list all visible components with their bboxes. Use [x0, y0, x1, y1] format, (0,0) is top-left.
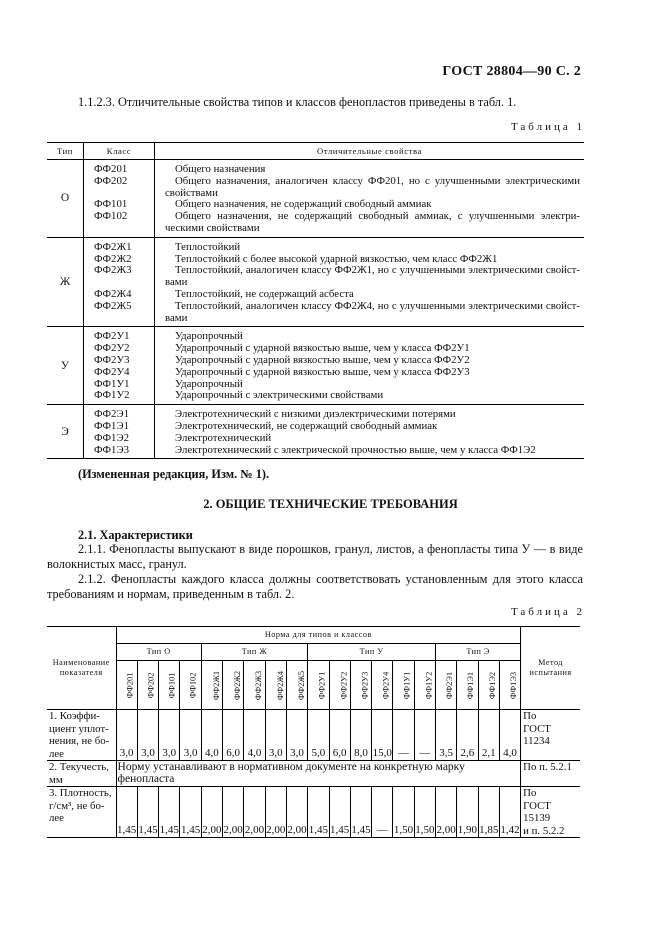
t2-header-row-1 [47, 627, 580, 644]
t2-class-code: ФФ1Э1 [466, 671, 476, 700]
t2-value-cell: 2,00 [223, 787, 244, 838]
t2-class-header [308, 661, 329, 710]
t1-group-2 [47, 327, 584, 405]
t2-value-cell: 1,45 [350, 787, 371, 838]
t1-type-cell: Э [47, 405, 84, 459]
t2-value-cell: 1,45 [137, 787, 158, 838]
t2-data-row [47, 787, 580, 838]
t2-value-cell: 3,0 [159, 710, 180, 761]
t2-row-name-line: 2. Текучесть, [49, 761, 109, 773]
t1-property-line: Теплостойкий с более высокой ударной вязкостью, чем класс ФФ2Ж1 [175, 252, 498, 265]
t2-value-cell: 3,0 [137, 710, 158, 761]
t2-type-group: Тип Ж [201, 644, 307, 661]
t1-property-line: Теплостойкий [175, 240, 241, 253]
t1-property-line: Теплостойкий, аналогичен классу ФФ2Ж1, но с улучшенными электрическими свойст- [175, 264, 580, 277]
t2-class-header [116, 661, 137, 710]
t2-value-cell: 1,45 [159, 787, 180, 838]
t2-value-cell: 1,45 [329, 787, 350, 838]
t1-class-spacer [94, 223, 154, 235]
t1-type-cell: О [47, 160, 84, 238]
t1-col-class: Класс [84, 143, 155, 160]
t2-value-cell: 1,45 [308, 787, 329, 838]
t1-class-code: ФФ1Э1 [94, 419, 129, 432]
t2-type-group: Тип О [116, 644, 201, 661]
table1 [47, 142, 584, 459]
t1-class-code: ФФ2У1 [94, 330, 130, 343]
t2-row-method-line: ГОСТ 15139 [523, 799, 551, 824]
t2-type-group: Тип У [308, 644, 436, 661]
t2-row-name-line: лее [49, 747, 64, 760]
t1-class-cell [84, 327, 155, 405]
t2-class-code: ФФ2Ж4 [275, 670, 285, 701]
t2-class-code: ФФ1Э3 [508, 671, 518, 700]
t1-class-code: ФФ2У2 [94, 342, 130, 355]
t1-class-code: ФФ101 [94, 198, 128, 211]
t2-value-cell: 2,00 [286, 787, 307, 838]
t2-col-method: Метод испытания [521, 627, 580, 710]
t2-class-header [393, 661, 414, 710]
t2-row-method [521, 761, 580, 787]
t2-class-code: ФФ101 [167, 672, 177, 699]
t2-value-cell: 2,1 [478, 710, 499, 761]
t2-class-code: ФФ2У4 [381, 671, 391, 700]
t1-property-line: Ударопрочный с электрическими свойствами [175, 389, 384, 402]
t2-class-code: ФФ2Ж2 [233, 670, 243, 701]
t1-class-spacer [94, 313, 154, 325]
t2-value-cell: 1,50 [414, 787, 435, 838]
t1-group-0 [47, 160, 584, 238]
t2-value-cell: 1,45 [180, 787, 201, 838]
t2-row-method-line: По [523, 787, 537, 799]
t1-class-code: ФФ2Ж5 [94, 299, 132, 312]
t2-class-header [329, 661, 350, 710]
t2-value-cell: 6,0 [223, 710, 244, 761]
t2-row-name [47, 787, 116, 838]
t1-class-code: ФФ2У3 [94, 353, 130, 366]
t2-data-row [47, 710, 580, 761]
t2-value-cell: 3,0 [265, 710, 286, 761]
t2-row-method [521, 710, 580, 761]
t1-class-code: ФФ201 [94, 163, 128, 175]
t2-header-row-2 [47, 644, 580, 661]
t1-class-code: ФФ2Ж4 [94, 287, 132, 300]
t2-class-code: ФФ2У1 [317, 671, 327, 700]
t1-property-line: Ударопрочный с ударной вязкостью выше, чем у класса ФФ2У3 [175, 365, 470, 378]
para-2-1-1-line1: 2.1.1. Фенопласты выпускают в виде порошков, гранул, листов, а фенопласты типа У — в виде [78, 542, 583, 556]
t2-value-cell: 3,5 [435, 710, 456, 761]
t2-class-code: ФФ2У3 [360, 671, 370, 700]
t2-class-code: ФФ2Ж1 [211, 670, 221, 701]
t2-class-header [159, 661, 180, 710]
t2-class-code: ФФ2Э1 [445, 671, 455, 700]
t2-value-cell: 5,0 [308, 710, 329, 761]
t1-property-line: Электротехнический с низкими диэлектрическими потерями [175, 408, 456, 421]
t2-row-name-line: 1. Коэффи- [49, 710, 100, 722]
t1-property-line: Ударопрочный с ударной вязкостью выше, чем у класса ФФ2У2 [175, 353, 470, 366]
t2-col-name: Наименование показателя [47, 627, 116, 710]
t2-class-header [435, 661, 456, 710]
t2-row-method-line: ГОСТ 11234 [523, 722, 551, 747]
t2-type-group: Тип Э [435, 644, 520, 661]
t2-class-header [244, 661, 265, 710]
t2-class-header [478, 661, 499, 710]
t2-value-cell: 2,00 [244, 787, 265, 838]
revision-note: (Измененная редакция, Изм. № 1). [78, 467, 270, 481]
t1-class-code: ФФ2Ж3 [94, 264, 132, 277]
t2-value-cell: 3,0 [180, 710, 201, 761]
t2-row-name [47, 761, 116, 787]
t2-row-name-line: циент уплот- [49, 722, 109, 735]
t2-header-row-3 [47, 661, 580, 710]
t1-class-code: ФФ2Ж1 [94, 240, 132, 253]
t1-class-code: ФФ2Э1 [94, 408, 129, 421]
t1-col-props: Отличительные свойства [155, 143, 585, 160]
t2-class-code: ФФ2Ж3 [254, 670, 264, 701]
t1-class-code: ФФ202 [94, 174, 128, 187]
t2-class-code: ФФ102 [188, 672, 198, 699]
t1-class-cell [84, 160, 155, 238]
t1-property-line: Электротехнический с электрической прочностью выше, чем у класса ФФ1Э2 [175, 443, 536, 456]
para-2-1-2-line1: 2.1.2. Фенопласты каждого класса должны соответствовать установленным для этого класса [78, 572, 583, 586]
t2-value-cell: 2,6 [457, 710, 478, 761]
t1-property-line: Теплостойкий, аналогичен классу ФФ2Ж4, но с улучшенными электрическими свойст- [175, 299, 580, 312]
t1-props-cell [155, 327, 585, 405]
t1-class-code: ФФ1Э3 [94, 443, 129, 456]
t2-value-cell: 1,85 [478, 787, 499, 838]
t1-property-line: Ударопрочный [175, 377, 243, 390]
t1-props-cell [155, 405, 585, 459]
t2-value-cell: 1,45 [116, 787, 137, 838]
t2-value-cell: 8,0 [350, 710, 371, 761]
t1-property-line: свойствами [165, 186, 218, 199]
t2-value-cell: 1,42 [499, 787, 520, 838]
t2-class-header [499, 661, 520, 710]
t2-value-cell: 4,0 [201, 710, 222, 761]
t2-class-code: ФФ2Ж5 [296, 670, 306, 701]
table1-caption: Таблица 1 [510, 121, 585, 133]
t2-value-cell: 3,0 [116, 710, 137, 761]
t2-row-name-line: нения, не бо- [49, 735, 110, 747]
t1-type-cell: Ж [47, 237, 84, 327]
t2-value-cell: — [372, 787, 393, 838]
t2-value-cell: 4,0 [499, 710, 520, 761]
t2-class-header [286, 661, 307, 710]
t1-group-1 [47, 237, 584, 327]
intro-paragraph: 1.1.2.3. Отличительные свойства типов и классов фенопластов приведены в табл. 1. [78, 95, 517, 109]
t2-value-cell: 1,50 [393, 787, 414, 838]
t2-row-method-line: и п. 5.2.2 [523, 824, 565, 837]
t2-value-cell: — [393, 710, 414, 761]
t2-row-name-line: г/см³, не бо- [49, 799, 105, 812]
subsection-title: 2.1. Характеристики [78, 528, 193, 542]
t2-col-norm: Норма для типов и классов [116, 627, 521, 644]
t1-property-line: вами [165, 311, 188, 324]
table2-caption: Таблица 2 [510, 606, 585, 618]
t1-col-type: Тип [47, 143, 84, 160]
t1-property-line: Общего назначения, не содержащий свободный аммиак [175, 198, 432, 211]
t2-row-method-line: По [523, 710, 537, 722]
t2-value-cell: 6,0 [329, 710, 350, 761]
t2-row-method [521, 787, 580, 838]
t1-property-line: ческими свойствами [165, 221, 260, 234]
t2-value-cell: 2,00 [265, 787, 286, 838]
t2-row-method-line: По п. 5.2.1 [523, 761, 572, 773]
t2-row-name-line: лее [49, 812, 64, 824]
t2-class-header [372, 661, 393, 710]
t2-class-header [414, 661, 435, 710]
t1-property-line: Теплостойкий, не содержащий асбеста [175, 287, 354, 300]
t1-class-code: ФФ2У4 [94, 365, 130, 378]
t2-class-header [201, 661, 222, 710]
t2-class-header [180, 661, 201, 710]
document-header: ГОСТ 28804—90 С. 2 [442, 64, 581, 79]
table1-body [47, 160, 584, 459]
t2-class-header [457, 661, 478, 710]
t1-property-line: Общего назначения, аналогичен классу ФФ201, но с улучшенными электрическими [175, 174, 580, 187]
t2-value-cell: 2,00 [435, 787, 456, 838]
section-title: 2. ОБЩИЕ ТЕХНИЧЕСКИЕ ТРЕБОВАНИЯ [203, 497, 458, 511]
t2-class-header [223, 661, 244, 710]
t2-class-header [265, 661, 286, 710]
t2-class-code: ФФ1У1 [402, 671, 412, 700]
t2-value-cell: 2,00 [201, 787, 222, 838]
t1-group-3 [47, 405, 584, 459]
para-2-1-2-line2: требованиям и нормам, приведенным в табл. 2. [47, 587, 295, 601]
table2 [47, 626, 580, 838]
t1-class-cell [84, 237, 155, 327]
para-2-1-1-line2: волокнистых масс, гранул. [47, 557, 187, 571]
t2-class-code: ФФ1Э2 [487, 671, 497, 700]
t1-class-code: ФФ1Э2 [94, 431, 129, 444]
t2-row-name-line: мм [49, 773, 63, 786]
t1-class-code: ФФ2Ж2 [94, 252, 132, 265]
t2-value-cell: 15,0 [372, 710, 393, 761]
t1-property-line: Общего назначения [175, 163, 266, 175]
table2-body [47, 627, 580, 838]
t2-value-cell: — [414, 710, 435, 761]
t1-type-cell: У [47, 327, 84, 405]
t2-data-row [47, 761, 580, 787]
t1-property-line: Ударопрочный с ударной вязкостью выше, чем у класса ФФ2У1 [175, 342, 470, 355]
t1-property-line: Электротехнический [175, 431, 272, 444]
t1-class-code: ФФ1У1 [94, 377, 130, 390]
t2-row-name-line: 3. Плотность, [49, 787, 112, 799]
t1-property-line: Общего назначения, не содержащий свободный аммиак, с улучшенными электри- [175, 210, 580, 223]
t1-class-code: ФФ1У2 [94, 389, 130, 402]
t2-value-cell: 1,90 [457, 787, 478, 838]
t2-span-text: Норму устанавливают в нормативном документе на конкретную марку фенопласта [116, 761, 521, 787]
t2-class-code: ФФ1У2 [423, 671, 433, 700]
t1-property-line: Электротехнический, не содержащий свободный аммиак [175, 419, 438, 432]
t1-props-cell [155, 237, 585, 327]
t1-props-cell [155, 160, 585, 238]
t1-property-line: Ударопрочный [175, 330, 243, 343]
t2-value-cell: 4,0 [244, 710, 265, 761]
t1-property-line: вами [165, 276, 188, 289]
t2-class-header [350, 661, 371, 710]
t1-class-code: ФФ102 [94, 210, 128, 223]
t2-row-name [47, 710, 116, 761]
t2-class-code: ФФ201 [124, 672, 134, 699]
t2-value-cell: 3,0 [286, 710, 307, 761]
t2-class-code: ФФ2У2 [338, 671, 348, 700]
t2-class-header [137, 661, 158, 710]
t2-class-code: ФФ202 [146, 672, 156, 699]
t1-class-cell [84, 405, 155, 459]
